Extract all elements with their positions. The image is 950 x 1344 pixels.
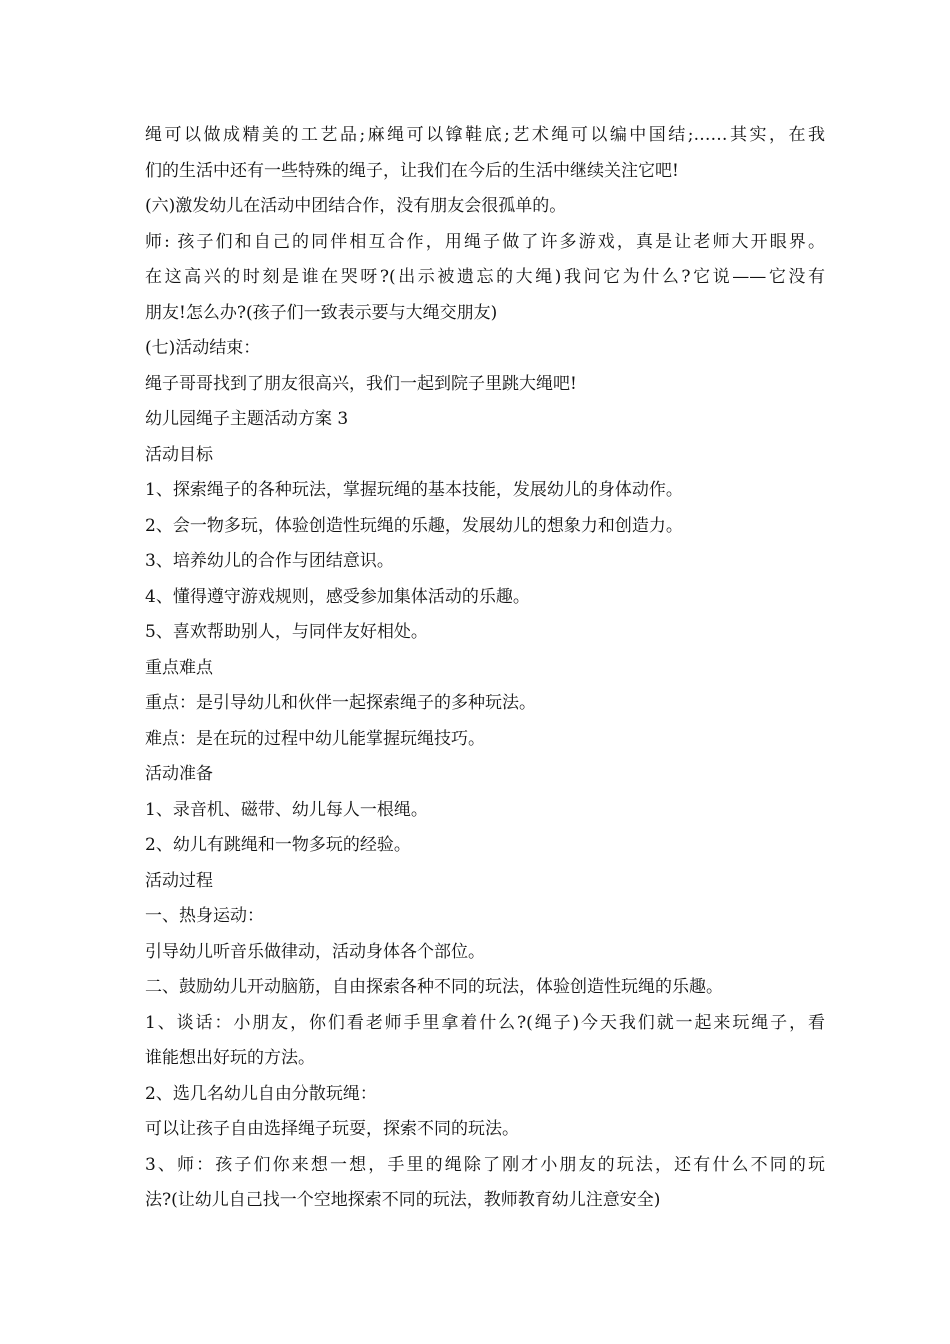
section-heading: 活动过程 bbox=[145, 870, 213, 891]
text-line: 在这高兴的时刻是谁在哭呀?(出示被遗忘的大绳)我问它为什么?它说——它没有 bbox=[145, 267, 825, 287]
list-item: 1、谈话：小朋友，你们看老师手里拿着什么?(绳子)今天我们就一起来玩绳子，看 bbox=[145, 1012, 825, 1033]
section-heading: 一、热身运动： bbox=[145, 906, 264, 926]
text-line: (六)激发幼儿在活动中团结合作，没有朋友会很孤单的。 bbox=[145, 196, 567, 216]
section-heading: 活动准备 bbox=[145, 764, 213, 784]
text-line: 难点：是在玩的过程中幼儿能掌握玩绳技巧。 bbox=[145, 728, 485, 749]
text-line: 绳可以做成精美的工艺品;麻绳可以镎鞋底;艺术绳可以编中国结;……其实，在我 bbox=[145, 125, 825, 145]
list-item: 5、喜欢帮助别人，与同伴友好相处。 bbox=[145, 622, 428, 642]
text-line: 引导幼儿听音乐做律动，活动身体各个部位。 bbox=[145, 941, 485, 962]
text-line: 可以让孩子自由选择绳子玩耍，探索不同的玩法。 bbox=[145, 1119, 519, 1139]
section-heading: 二、鼓励幼儿开动脑筋，自由探索各种不同的玩法，体验创造性玩绳的乐趣。 bbox=[145, 977, 723, 997]
document-title: 幼儿园绳子主题活动方案 3 bbox=[145, 409, 349, 429]
text-line: 谁能想出好玩的方法。 bbox=[145, 1048, 315, 1068]
list-item: 2、选几名幼儿自由分散玩绳： bbox=[145, 1083, 377, 1104]
list-item: 4、懂得遵守游戏规则，感受参加集体活动的乐趣。 bbox=[145, 586, 530, 607]
text-line: 法?(让幼儿自己找一个空地探索不同的玩法，教师教育幼儿注意安全) bbox=[145, 1190, 661, 1210]
text-line: 师: 孩子们和自己的同伴相互合作，用绳子做了许多游戏，真是让老师大开眼界。 bbox=[145, 231, 825, 252]
list-item: 3、师：孩子们你来想一想，手里的绳除了刚才小朋友的玩法，还有什么不同的玩 bbox=[145, 1154, 825, 1175]
list-item: 3、培养幼儿的合作与团结意识。 bbox=[145, 551, 394, 571]
text-line: 朋友!怎么办?(孩子们一致表示要与大绳交朋友) bbox=[145, 302, 498, 323]
document-body bbox=[145, 118, 825, 1219]
section-heading: 重点难点 bbox=[145, 657, 213, 678]
section-heading: 活动目标 bbox=[145, 444, 213, 465]
text-line: 绳子哥哥找到了朋友很高兴，我们一起到院子里跳大绳吧! bbox=[145, 373, 577, 394]
list-item: 1、探索绳子的各种玩法，掌握玩绳的基本技能，发展幼儿的身体动作。 bbox=[145, 480, 683, 500]
list-item: 1、录音机、磁带、幼儿每人一根绳。 bbox=[145, 799, 428, 820]
section-heading: (七)活动结束： bbox=[145, 338, 261, 358]
list-item: 2、会一物多玩，体验创造性玩绳的乐趣，发展幼儿的想象力和创造力。 bbox=[145, 515, 683, 536]
text-line: 重点：是引导幼儿和伙伴一起探索绳子的多种玩法。 bbox=[145, 693, 536, 713]
list-item: 2、幼儿有跳绳和一物多玩的经验。 bbox=[145, 835, 411, 855]
text-line: 们的生活中还有一些特殊的绳子，让我们在今后的生活中继续关注它吧! bbox=[145, 160, 679, 181]
